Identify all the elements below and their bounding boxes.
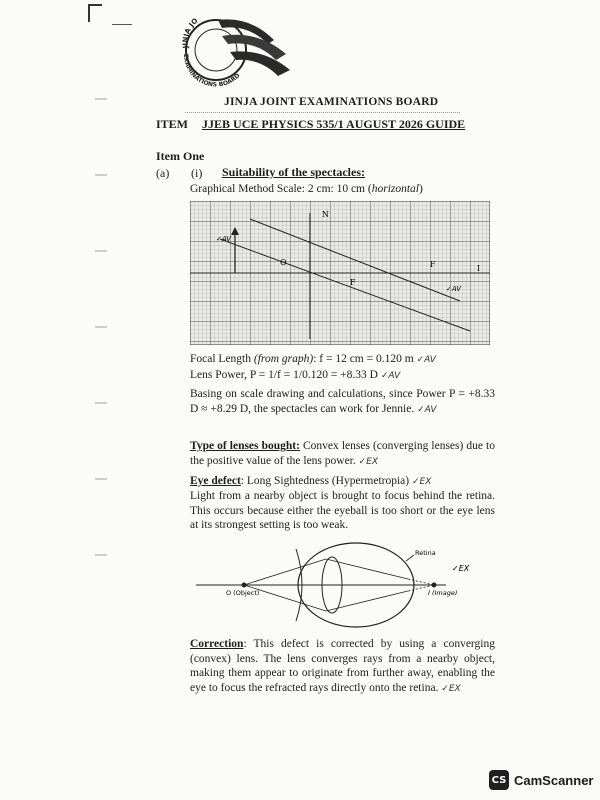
focal-length-line	[190, 352, 495, 368]
graph-label-o: O	[280, 258, 287, 267]
object-label: O (Object)	[226, 589, 260, 597]
focal-value: : f = 12 cm = 0.120 m	[313, 353, 414, 365]
graph-label-i: I	[477, 264, 481, 273]
method-italic: horizontal	[371, 183, 420, 195]
item-heading: Item One	[156, 149, 205, 163]
graph-label-av-1: ✓AV	[216, 235, 232, 243]
guide-title: JJEB UCE PHYSICS 535/1 AUGUST 2026 GUIDE	[202, 117, 466, 131]
graph-label-av-2: ✓AV	[446, 285, 462, 293]
graph-label-f2: F	[350, 278, 356, 287]
header-dotted-rule	[185, 112, 460, 113]
lens-type-mark: ✓EX	[358, 456, 379, 467]
camscanner-name: CamScanner	[514, 772, 594, 788]
lens-type-text: Convex lenses (converging lenses) due to the positive value of the lens power.	[190, 440, 495, 467]
header-row	[156, 117, 486, 132]
dash-mark	[112, 24, 132, 25]
correction-label: Correction	[190, 638, 244, 650]
margin-scan-specks	[95, 60, 107, 620]
board-logo	[178, 10, 298, 90]
retina-label: Retina	[415, 549, 436, 557]
correction-paragraph	[190, 637, 495, 696]
camscanner-logo-icon: CS	[489, 770, 509, 790]
eye-diagram-mark: ✓EX	[452, 564, 470, 573]
graph-label-f1: F	[430, 260, 436, 269]
correction-mark: ✓EX	[441, 683, 461, 694]
power-prefix: Lens Power, P =	[190, 369, 269, 381]
lens-type-label: Type of lenses bought:	[190, 440, 300, 452]
subpart-label: (i)	[191, 166, 203, 180]
item-label: ITEM	[156, 117, 189, 131]
basing-text: Basing on scale drawing and calculations, since Power P = +8.33 D ≈ +8.29 D, the spectacles can work for Jennie.	[190, 388, 495, 415]
graph-label-n: N	[322, 210, 329, 219]
svg-text:EXAMINATIONS BOARD	[182, 54, 242, 89]
camscanner-badge	[489, 770, 593, 790]
method-line	[190, 183, 423, 195]
eye-defect-mark: ✓EX	[411, 477, 432, 487]
part-label: (a)	[156, 166, 170, 180]
basing-paragraph	[190, 387, 495, 417]
lens-power-line	[190, 368, 495, 384]
eye-defect-label: Eye defect	[190, 475, 241, 487]
board-title: JINJA JOINT EXAMINATIONS BOARD	[224, 96, 439, 108]
image-label: I (Image)	[428, 589, 458, 597]
section-title: Suitability of the spectacles:	[222, 165, 365, 179]
power-formula: 1/f = 1/0.120 = +8.33 D	[268, 369, 378, 381]
lens-type-paragraph	[190, 439, 495, 469]
corner-crop-mark	[88, 4, 102, 22]
method-suffix: )	[419, 183, 423, 195]
ray-diagram-graph	[190, 201, 490, 345]
focal-prefix: Focal Length	[190, 353, 254, 365]
focal-italic: (from graph)	[253, 353, 314, 365]
logo-arc-top-text: JINJA JO	[181, 16, 200, 49]
power-mark: ✓AV	[380, 371, 401, 381]
basing-mark: ✓AV	[417, 404, 437, 415]
method-prefix: Graphical Method Scale: 2 cm: 10 cm (	[190, 183, 372, 195]
svg-text:JINJA JO	[181, 17, 199, 50]
eye-defect-paragraph: Light from a nearby object is brought to focus behind the retina. This occurs because either the eyeball is too short or the eye lens at its strongest setting is too weak.	[190, 490, 495, 531]
focal-mark: ✓AV	[416, 355, 436, 365]
eye-diagram	[196, 535, 496, 635]
eye-defect-name: : Long Sightedness (Hypermetropia)	[240, 475, 410, 487]
correction-text: : This defect is corrected by using a converging (convex) lens. The lens converges rays from a nearby object, making them appear to originate from further away, enabling the eye to focus the refracted rays directly onto the retina.	[190, 638, 495, 694]
eye-defect-heading	[190, 474, 495, 490]
logo-arc-bottom-text: EXAMINATIONS BOARD	[181, 53, 242, 89]
